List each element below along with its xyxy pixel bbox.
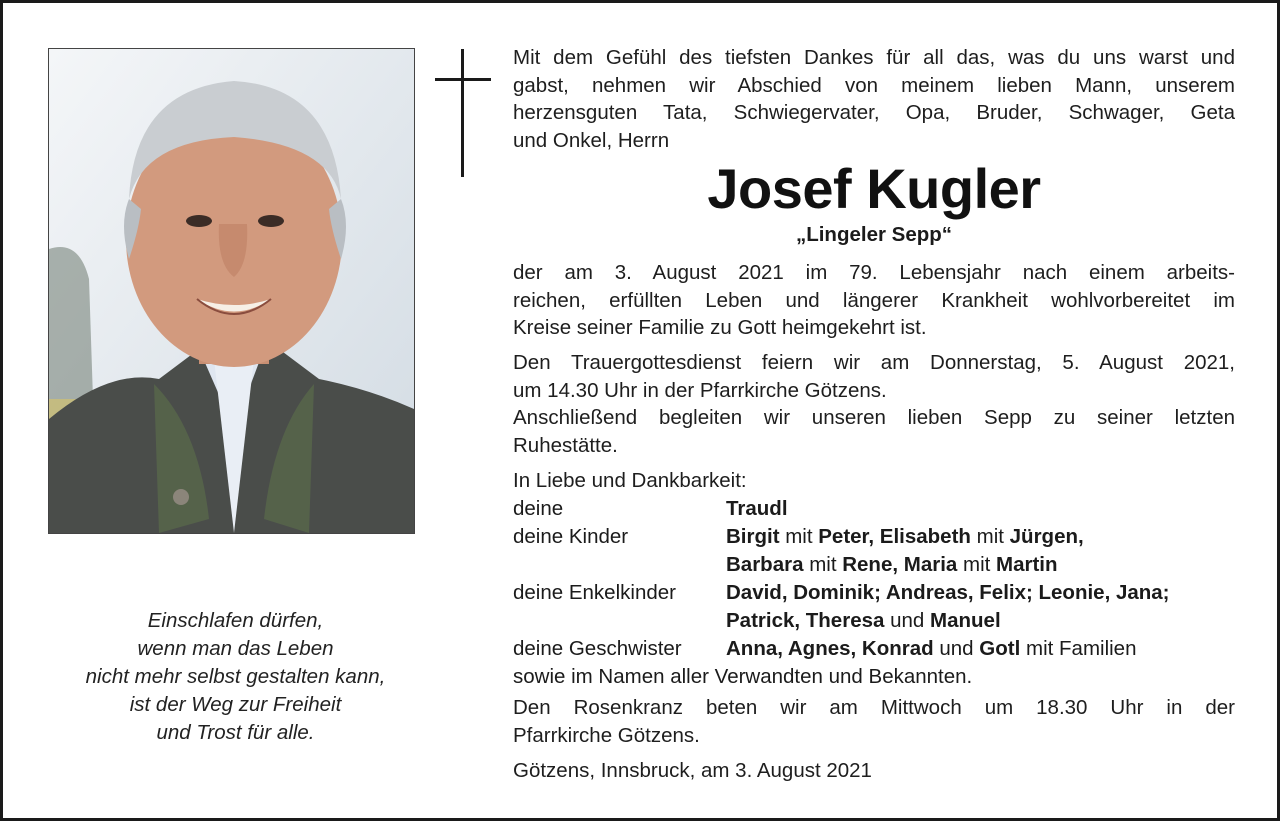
family-names (726, 607, 1001, 635)
family-name: Peter, Elisabeth (818, 525, 971, 548)
burial-info (513, 404, 1235, 432)
intro-line: herzensguten Tata, Schwiegervater, Opa, Bruder, Schwager, Geta (513, 101, 1235, 124)
family-name: Manuel (930, 609, 1001, 632)
text-line: Den Trauergottesdienst feiern wir am Donnerstag, 5. August 2021, (513, 351, 1235, 374)
family-names (726, 551, 1058, 579)
family-label: deine (513, 497, 564, 520)
family-row (513, 607, 1243, 635)
service-info (513, 349, 1235, 377)
quote-line: Einschlafen dürfen, (147, 609, 324, 632)
text-line: Anschließend begleiten wir unseren lieben Sepp zu seiner letzten (513, 406, 1235, 429)
family-row (513, 495, 1243, 523)
family-name: Birgit (726, 525, 780, 548)
family-names (726, 579, 1170, 607)
text-line: Kreise seiner Familie zu Gott heimgekehrt ist. (513, 316, 927, 339)
deceased-nickname: „Lingeler Sepp“ (795, 223, 953, 246)
family-name: Traudl (726, 497, 788, 520)
family-name: Gotl (979, 637, 1021, 660)
quote-line: und Trost für alle. (156, 721, 315, 744)
family-name: Barbara (726, 553, 804, 576)
quote-line: ist der Weg zur Freiheit (129, 693, 342, 716)
deceased-name: Josef Kugler (707, 157, 1041, 220)
connector: mit (803, 553, 843, 576)
connector: mit Familien (1020, 637, 1137, 660)
connector: mit (957, 553, 997, 576)
rosary-info-end (513, 722, 1235, 750)
service-info-end (513, 377, 1235, 405)
family-names (726, 495, 788, 523)
family-label: deine Geschwister (513, 637, 682, 660)
text-line: der am 3. August 2021 im 79. Lebensjahr nach einem arbeits- (513, 261, 1235, 284)
text-line: Ruhestätte. (513, 433, 618, 457)
text-line: um 14.30 Uhr in der Pfarrkirche Götzens. (513, 378, 887, 402)
cross-icon (435, 49, 491, 177)
text-line: Den Rosenkranz beten wir am Mittwoch um 18.30 Uhr in der (513, 696, 1235, 719)
rosary-info (513, 694, 1235, 722)
burial-info-end (513, 432, 1235, 460)
intro-line: Mit dem Gefühl des tiefsten Dankes für all das, was du uns warst und (513, 46, 1235, 69)
family-label (513, 607, 726, 635)
connector: mit (970, 525, 1010, 548)
quote-line: wenn man das Leben (137, 637, 334, 660)
family-name: Patrick, Theresa (726, 609, 885, 632)
memorial-quote (33, 607, 438, 747)
death-notice-end (513, 314, 1235, 342)
family-heading: In Liebe und Dankbarkeit: (513, 469, 747, 492)
family-row (513, 551, 1243, 579)
family-name: Martin (996, 553, 1058, 576)
family-name: Jürgen, (1009, 525, 1084, 548)
portrait-photo (48, 48, 415, 534)
intro-paragraph (513, 44, 1235, 127)
place-date: Götzens, Innsbruck, am 3. August 2021 (513, 759, 872, 782)
intro-line: und Onkel, Herrn (513, 128, 670, 152)
family-label (513, 551, 726, 579)
family-list (513, 495, 1243, 691)
quote-line: nicht mehr selbst gestalten kann, (85, 665, 386, 688)
family-name: Anna, Agnes, Konrad (726, 637, 934, 660)
connector: mit (779, 525, 819, 548)
family-label: deine Enkelkinder (513, 581, 676, 604)
text-line: reichen, erfüllten Leben und längerer Krankheit wohlvorbereitet im (513, 288, 1235, 312)
intro-line: gabst, nehmen wir Abschied von meinem lieben Mann, unserem (513, 73, 1235, 97)
family-closing: sowie im Namen aller Verwandten und Bekannten. (513, 665, 973, 688)
family-names (726, 635, 1136, 663)
family-names (726, 523, 1084, 551)
connector: und (933, 637, 980, 660)
family-row (513, 579, 1243, 607)
family-name: David, Dominik; Andreas, Felix; Leonie, Jana; (726, 581, 1170, 604)
family-row (513, 523, 1243, 551)
death-notice (513, 259, 1235, 314)
connector: und (884, 609, 931, 632)
family-label: deine Kinder (513, 525, 629, 548)
family-row (513, 635, 1243, 663)
text-line: Pfarrkirche Götzens. (513, 723, 700, 747)
intro-paragraph-end (513, 127, 1235, 155)
family-name: Rene, Maria (842, 553, 958, 576)
